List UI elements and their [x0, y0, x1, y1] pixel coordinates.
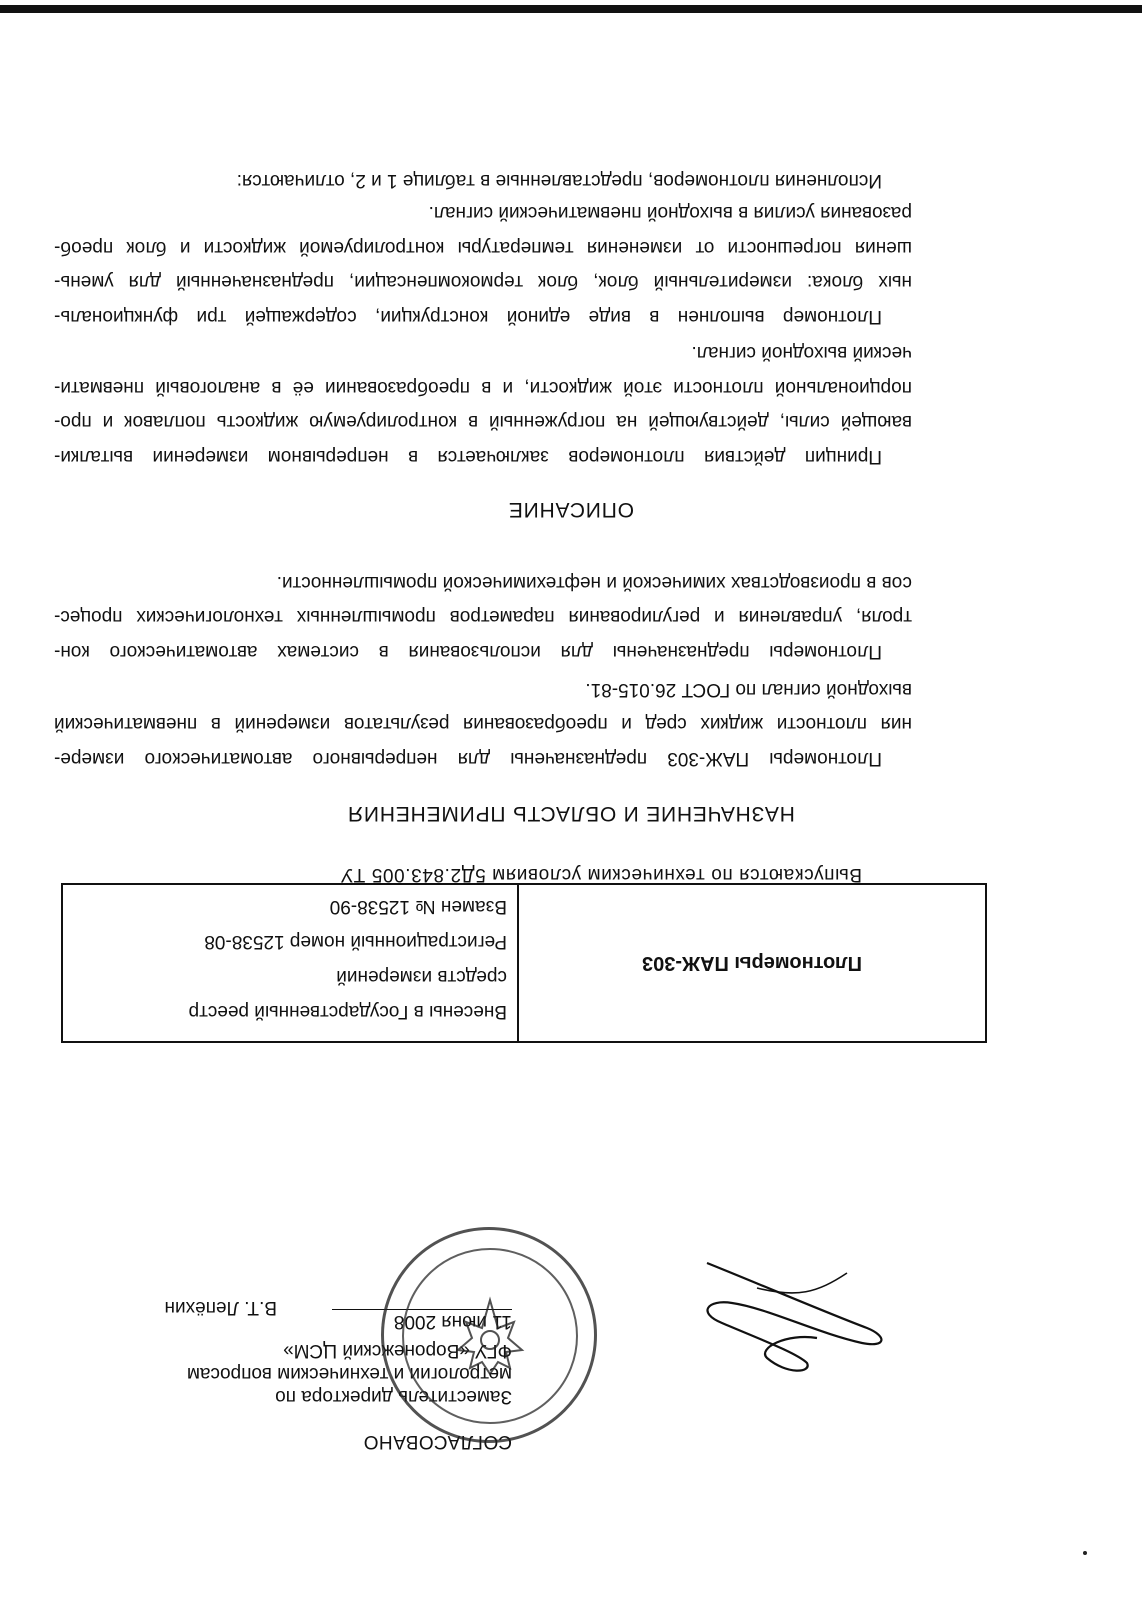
text-line: шения погрешности от изменения температуры контролируемой жидкости и блок преоб-: [54, 237, 912, 258]
registry-entered-line1: Внесены в Государственный реестр: [188, 1001, 507, 1022]
text-line: ных блока: измерительный блок, блок термокомпенсации, предназначенный для умень-: [54, 271, 912, 293]
text-line: Плотномер выполнен в виде единой конструкции, содержащей три функциональ-: [54, 306, 882, 327]
registry-table: [61, 883, 987, 1043]
text-line: сов в производствах химической и нефтехимической промышленности.: [276, 572, 912, 593]
product-name-cell: [517, 885, 985, 1041]
purpose-paragraph-2: [54, 565, 912, 669]
scan-edge: [0, 5, 1142, 13]
technical-conditions-line: Выпускаются по техническим условиям 5Д2.843.005 ТУ: [340, 864, 862, 885]
text-line: вающей силы, действующей на погруженный в контролируемую жидкость поплавок и про-: [54, 411, 912, 433]
description-paragraph-2: [54, 195, 912, 333]
approval-signer: В.Т. Лепёхин: [164, 1297, 277, 1318]
purpose-paragraph-1: [54, 672, 912, 776]
official-seal: [381, 1227, 597, 1443]
approval-date: 11 июня 2008: [332, 1309, 512, 1333]
description-paragraph-3: [54, 163, 912, 198]
text-line: разования усилия в выходной пневматический сигнал.: [428, 202, 912, 224]
registry-info-cell: [63, 885, 517, 1041]
text-line: Плотномеры предназначены для использования в системах автоматического кон-: [54, 641, 882, 662]
text-line: порциональной плотности этой жидкости, и в преобразовании её в аналоговый пневмати-: [54, 377, 912, 398]
approval-organization: ФГУ «Воронежский ЦСМ»: [283, 1340, 512, 1361]
eagle-emblem-icon: [448, 1292, 532, 1382]
registry-entered-line2: средств измерений: [336, 966, 507, 987]
approval-position-line1: Заместитель директора по: [275, 1386, 512, 1407]
approval-position-line2: метрологии и техническим вопросам: [186, 1363, 512, 1384]
handwritten-signature: [677, 1253, 907, 1383]
section-heading-purpose: НАЗНАЧЕНИЕ И ОБЛАСТЬ ПРИМЕНЕНИЯ: [347, 802, 795, 825]
description-paragraph-1: [54, 335, 912, 473]
section-heading-description: ОПИСАНИЕ: [508, 498, 634, 521]
text-line: Исполнения плотномеров, представленные в таблице 1 и 2, отличаются:: [236, 170, 882, 191]
text-line: выходной сигнал по ГОСТ 26.015-81.: [585, 679, 912, 700]
text-line: ческий выходной сигнал.: [691, 342, 912, 364]
scan-speck: [1083, 1551, 1087, 1555]
approval-title: СОГЛАСОВАНО: [363, 1431, 512, 1452]
product-name: Плотномеры ПАЖ-303: [641, 952, 863, 975]
text-line: ния плотности жидких сред и преобразования результатов измерений в пневматический: [54, 713, 912, 735]
text-line: Принцип действия плотномеров заключается в непрерывном измерении выталки-: [54, 446, 882, 467]
text-line: троля, управления и регулирования параметров промышленных технологических процес-: [54, 606, 912, 628]
registry-replacement: Взамен № 12538-90: [329, 896, 507, 917]
text-line: Плотномеры ПАЖ-303 предназначены для непрерывного автоматического измере-: [54, 748, 882, 769]
registry-number: Регистрационный номер 12538-08: [204, 931, 507, 952]
